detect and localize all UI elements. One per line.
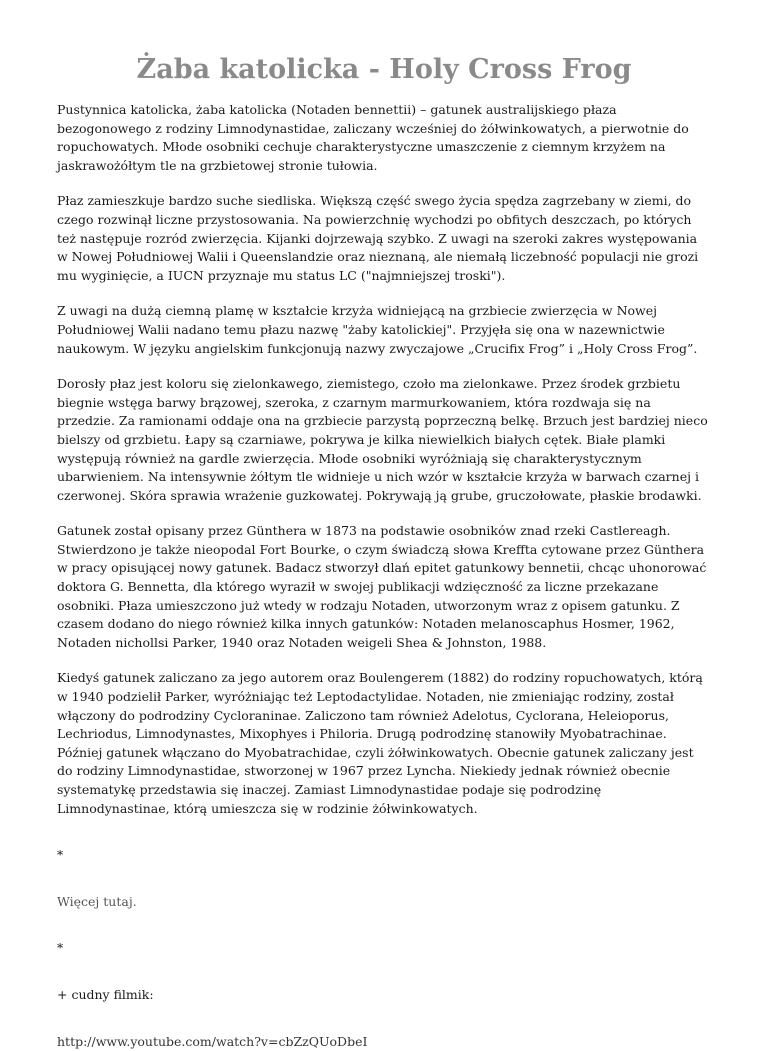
paragraph-taxonomy-description: Gatunek został opisany przez Günthera w 1873 na podstawie osobników znad rzeki Castlereagh. Stwierdzono je także nieopodal Fort Bourke, o czym świadczą słowa Kreffta cytowane przez Günthera w pracy opisującej nowy gatunek. Badacz stworzył dlań epitet gatunkowy bennetii, chcąc uhonorować doktora G. Bennetta, dla którego wyraził w swojej publikacji wdzięczność za liczne przekazane osobniki. Płaza umieszczono już wtedy w rodzaju Notaden, utworzonym wraz z opisem gatunku. Z czasem dodano do niego również kilka innych gatunków: Notaden melanoscaphus Hosmer, 1962, Notaden nichollsi Parker, 1940 oraz Notaden weigeli Shea & Johnston, 1988. — [57, 523, 707, 650]
page-title: Żaba katolicka - Holy Cross Frog — [136, 54, 632, 85]
paragraph-classification: Kiedyś gatunek zaliczano za jego autorem oraz Boulengerem (1882) do rodziny ropuchowatych, którą w 1940 podzielił Parker, wyróżniając też Leptodactylidae. Notaden, nie zmieniając rodziny, został włączony do podrodziny Cycloraninae. Zaliczono tam również Adelotus, Cyclorana, Heleioporus, Lechriodus, Limnodynastes, Mixophyes i Philoria. Drugą podrodzinę stanowiły Myobatrachinae. Później gatunek włączano do Myobatrachidae, czyli żółwinkowatych. Obecnie gatunek zaliczany jest do rodziny Limnodynastidae, stworzonej w 1967 przez Lyncha. Niekiedy jednak również obecnie systematykę przedstawia się inaczej. Zamiast Limnodynastidae podaje się podrodzinę Limnodynastinae, którą umieszcza się w rodzinie żółwinkowatych. — [57, 670, 703, 816]
document-body — [57, 101, 711, 1051]
separator-asterisk: * — [57, 847, 64, 863]
more-link[interactable]: Więcej tutaj. — [57, 893, 137, 909]
video-url-link[interactable]: http://www.youtube.com/watch?v=cbZzQUoDbeI — [57, 1033, 368, 1049]
paragraph-habitat: Płaz zamieszkuje bardzo suche siedliska. Większą część swego życia spędza zagrzebany w ziemi, do czego rozwinął liczne przystosowania. Na powierzchnię wychodzi po obfitych deszczach, po których też następuje rozród zwierzęcia. Kijanki dojrzewają szybko. Z uwagi na szeroki zakres występowania w Nowej Południowej Walii i Queenslandzie oraz nieznaną, ale niemałą liczebność populacji nie grozi mu wyginięcie, a IUCN przyznaje mu status LC ("najmniejszej troski"). — [57, 193, 699, 283]
film-caption: + cudny filmik: — [57, 986, 154, 1002]
separator-asterisk: * — [57, 940, 64, 956]
paragraph-intro: Pustynnica katolicka, żaba katolicka (Notaden bennettii) – gatunek australijskiego płaza bezogonowego z rodziny Limnodynastidae, zaliczany wcześniej do żółwinkowatych, a pierwotnie do ropuchowatych. Młode osobniki cechuje charakterystyczne umaszczenie z ciemnym krzyżem na jaskrawożółtym tle na grzbietowej stronie tułowia. — [57, 102, 689, 173]
paragraph-name-origin: Z uwagi na dużą ciemną plamę w kształcie krzyża widniejącą na grzbiecie zwierzęcia w Nowej Południowej Walii nadano temu płazu nazwę "żaby katolickiej". Przyjęła się ona w nazewnictwie naukowym. W języku angielskim funkcjonują nazwy zwyczajowe „Crucifix Frog” i „Holy Cross Frog”. — [57, 303, 698, 356]
paragraph-appearance: Dorosły płaz jest koloru się zielonkawego, ziemistego, czoło ma zielonkawe. Przez środek grzbietu biegnie wstęga barwy brązowej, szeroka, z czarnym marmurkowaniem, która rozdwaja się na przedzie. Za ramionami oddaje ona na grzbiecie parzystą poprzeczną belkę. Brzuch jest bardziej nieco bielszy od grzbietu. Łapy są czarniawe, pokrywa je kilka niewielkich białych cętek. Białe plamki występują również na gardle zwierzęcia. Młode osobniki wyróżniają się charakterystycznym ubarwieniem. Na intensywnie żółtym tle widnieje u nich wzór w kształcie krzyża w barwach czarnej i czerwonej. Skóra sprawia wrażenie guzkowatej. Pokrywają ją grube, gruczołowate, płaskie brodawki. — [57, 376, 708, 503]
